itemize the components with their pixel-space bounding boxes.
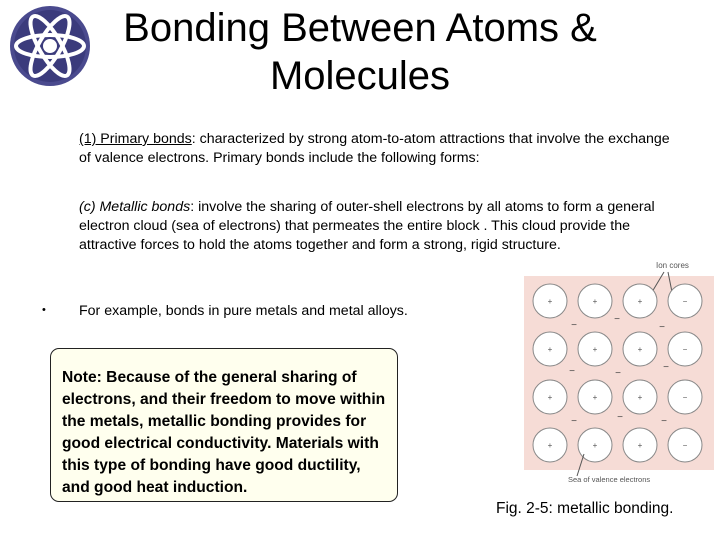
figure-caption: Fig. 2-5: metallic bonding. xyxy=(496,500,674,517)
valence-electron: − xyxy=(659,322,665,333)
ion-charge: + xyxy=(547,297,553,306)
ion-charge: − xyxy=(682,345,688,354)
note-box: Note: Because of the general sharing of electrons, and their freedom to move within the metals, metallic bonding provides for good electrical conductivity. Materials with this type of bonding have good ductility, and good heat induction. xyxy=(50,348,398,502)
valence-electron: − xyxy=(617,412,623,423)
atom-logo-icon xyxy=(5,5,95,87)
ion-charge: + xyxy=(547,393,553,402)
ion-charge: − xyxy=(682,297,688,306)
valence-electron: − xyxy=(614,314,620,325)
ion-charge: + xyxy=(592,297,598,306)
ion-charge: + xyxy=(637,441,643,450)
metallic-bonds-paragraph xyxy=(79,198,691,255)
metallic-bonds-term: (c) Metallic bonds xyxy=(79,199,191,215)
metallic-bonds-text: : involve the sharing of outer-shell electrons by all atoms to form a general electron cloud (sea of electrons) that permeates the entire block . This cloud provide the attractive forces to hold the atoms together and form a strong, rigid structure. xyxy=(79,199,655,253)
ion-charge: + xyxy=(592,441,598,450)
ion-charge: + xyxy=(547,345,553,354)
valence-electron: − xyxy=(615,368,621,379)
ion-cores-label: Ion cores xyxy=(656,261,689,270)
ion-charge: + xyxy=(592,393,598,402)
valence-electron: − xyxy=(571,416,577,427)
valence-electron: − xyxy=(661,416,667,427)
ion-charge: + xyxy=(637,393,643,402)
primary-bonds-term: (1) Primary bonds xyxy=(79,131,192,147)
valence-electron: − xyxy=(569,366,575,377)
ion-charge: + xyxy=(637,297,643,306)
valence-electron: − xyxy=(571,320,577,331)
ion-charge: + xyxy=(637,345,643,354)
ion-charge: − xyxy=(682,393,688,402)
ion-charge: + xyxy=(592,345,598,354)
metallic-bonding-figure xyxy=(522,258,716,488)
sea-label: Sea of valence electrons xyxy=(568,475,651,484)
ion-charge: + xyxy=(547,441,553,450)
ion-charge: − xyxy=(682,441,688,450)
primary-bonds-text: : characterized by strong atom-to-atom attractions that involve the exchange of valence electrons. Primary bonds include the following forms: xyxy=(79,131,670,166)
example-bullet-text: For example, bonds in pure metals and metal alloys. xyxy=(79,303,408,319)
primary-bonds-paragraph xyxy=(79,130,679,168)
valence-electron: − xyxy=(663,362,669,373)
slide-title: Bonding Between Atoms & Molecules xyxy=(123,6,597,98)
bullet-marker: • xyxy=(42,304,46,316)
